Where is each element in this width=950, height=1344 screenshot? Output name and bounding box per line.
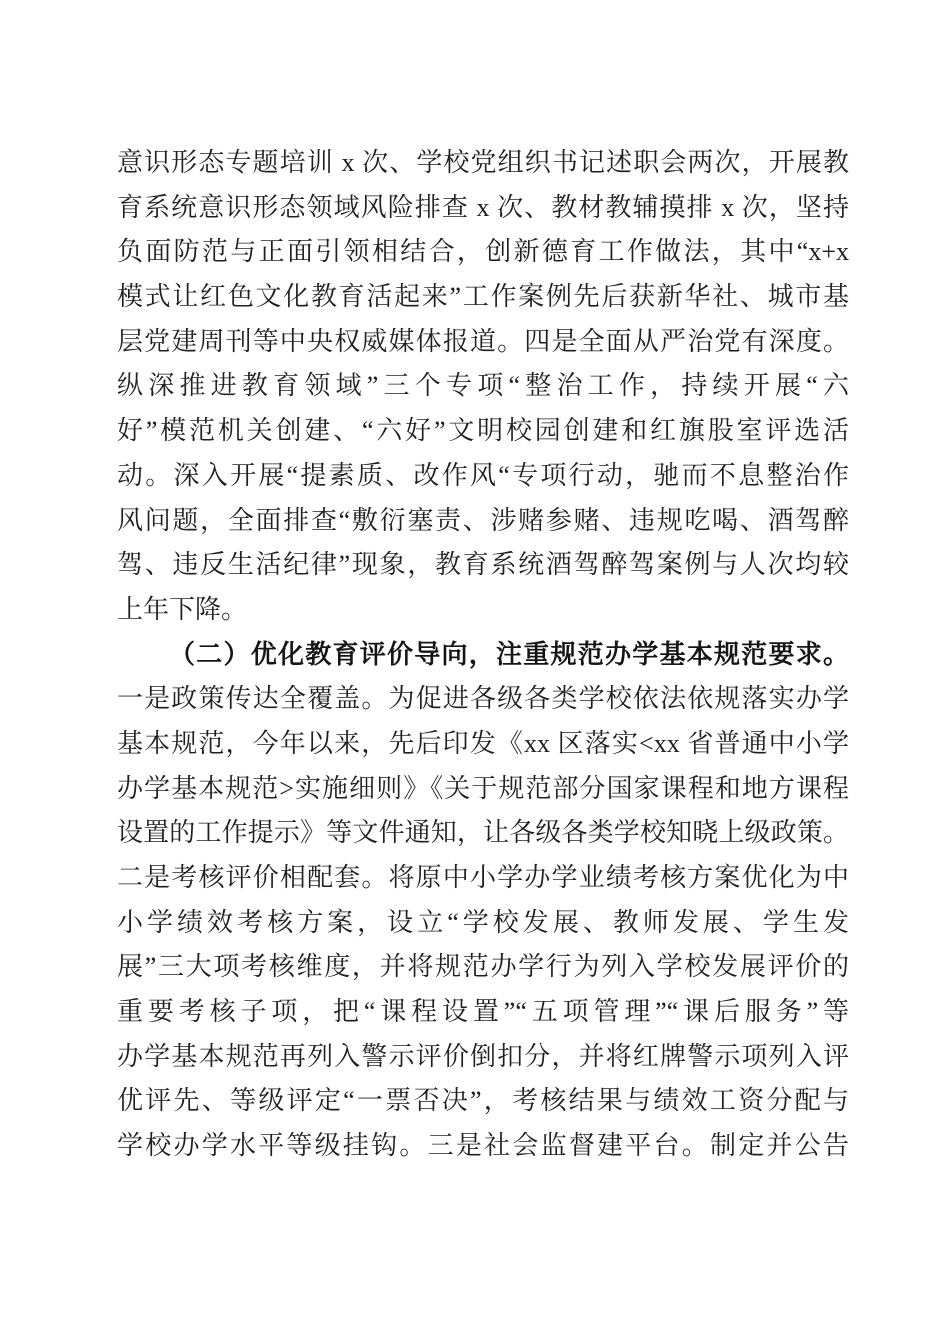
text-line: 风问题，全面排查“敷衍塞责、涉赌参赌、违规吃喝、酒驾醉 — [117, 505, 849, 535]
text-line: 负面防范与正面引领相结合，创新德育工作做法，其中“x+x — [117, 237, 849, 267]
text-line: 意识形态专题培训 x 次、学校党组织书记述职会两次，开展教 — [117, 148, 849, 177]
text-line: 办学基本规范再列入警示评价倒扣分，并将红牌警示项列入评 — [117, 1041, 849, 1071]
text-line: 设置的工作提示》等文件通知，让各级各类学校知晓上级政策。 — [117, 818, 849, 848]
section-heading-line: （二）优化教育评价导向，注重规范办学基本规范要求。 — [169, 639, 849, 669]
text-line: 重要考核子项，把“课程设置”“五项管理”“课后服务”等 — [117, 997, 849, 1027]
text-line: 基本规范，今年以来，先后印发《xx 区落实<xx 省普通中小学 — [117, 728, 849, 758]
text-line: 驾、违反生活纪律”现象，教育系统酒驾醉驾案例与人次均较 — [117, 550, 849, 580]
text-line: 育系统意识形态领域风险排查 x 次、教材教辅摸排 x 次，坚持 — [117, 192, 849, 222]
text-line: 模式让红色文化教育活起来”工作案例先后获新华社、城市基 — [117, 282, 849, 312]
document-text-block — [117, 141, 849, 1169]
paragraph-end-line: 上年下降。 — [117, 594, 248, 624]
text-line: 一是政策传达全覆盖。为促进各级各类学校依法依规落实办学 — [117, 684, 849, 714]
text-line: 层党建周刊等中央权威媒体报道。四是全面从严治党有深度。 — [117, 326, 849, 356]
text-line: 二是考核评价相配套。将原中小学办学业绩考核方案优化为中 — [117, 863, 849, 892]
text-line: 纵深推进教育领域”三个专项“整治工作，持续开展“六 — [117, 371, 849, 401]
text-line: 小学绩效考核方案，设立“学校发展、教师发展、学生发 — [117, 907, 849, 937]
text-line: 好”模范机关创建、“六好”文明校园创建和红旗股室评选活 — [117, 416, 849, 446]
text-line: 办学基本规范>实施细则》《关于规范部分国家课程和地方课程 — [117, 773, 849, 803]
text-line: 学校办学水平等级挂钩。三是社会监督建平台。制定并公告 — [117, 1131, 849, 1161]
text-line: 动。深入开展“提素质、改作风“专项行动，驰而不息整治作 — [117, 460, 849, 490]
text-line: 展”三大项考核维度，并将规范办学行为列入学校发展评价的 — [117, 952, 849, 982]
text-line: 优评先、等级评定“一票否决”，考核结果与绩效工资分配与 — [117, 1086, 849, 1116]
